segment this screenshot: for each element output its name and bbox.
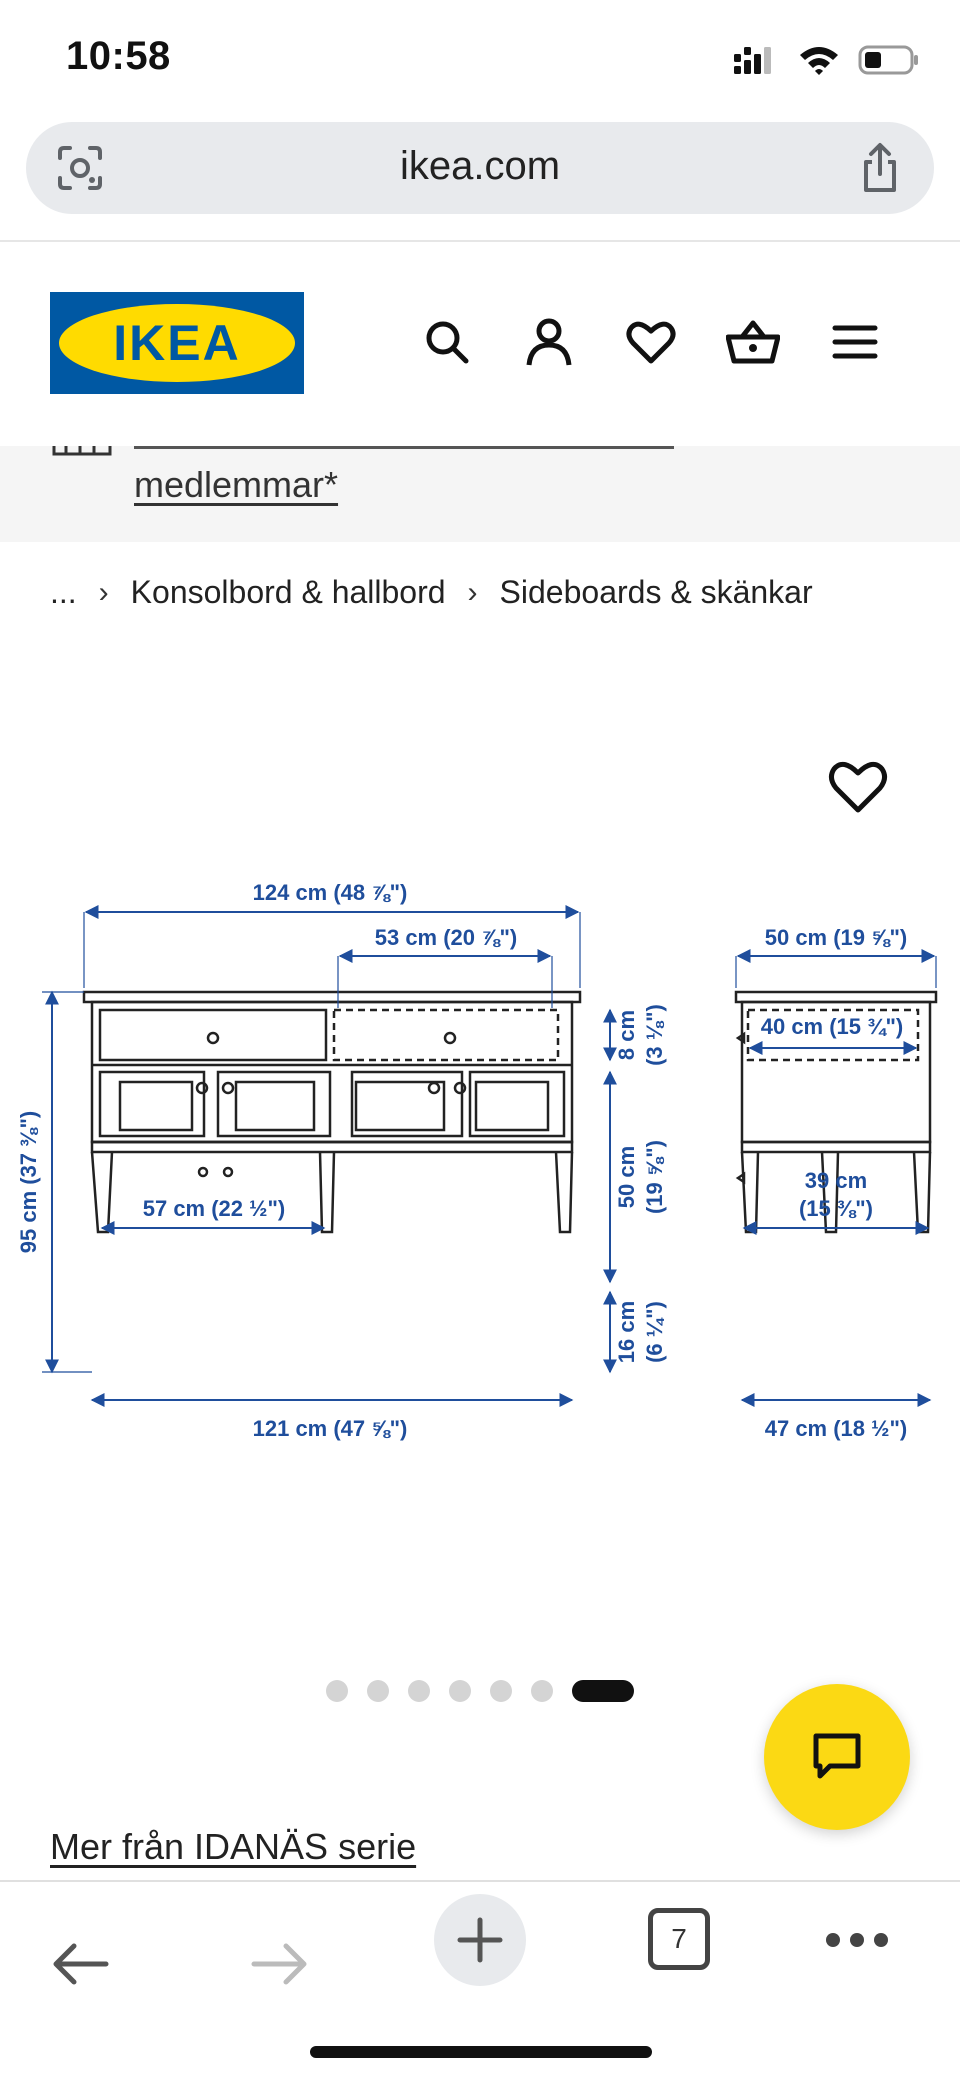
cart-button[interactable] [726,312,780,372]
status-bar [0,0,960,118]
battery-icon [858,44,920,76]
basket-icon [726,319,780,365]
dim-drawer-width: 53 cm (20 ⅞") [374,925,518,950]
menu-button[interactable] [828,312,882,372]
breadcrumb [50,574,813,611]
chat-button[interactable] [764,1684,910,1830]
favorites-button[interactable] [624,312,678,372]
plus-icon [456,1916,504,1964]
dim-inner-width: 57 cm (22 ½") [142,1196,286,1221]
wifi-icon [798,44,840,76]
dim-shelf-depth-cm: 39 cm [804,1168,868,1193]
dim-base-depth: 47 cm (18 ½") [764,1416,908,1441]
dim-leg-height-cm: 16 cm [614,1300,639,1364]
carousel-dot[interactable] [490,1680,512,1702]
status-icons [734,40,920,80]
dim-total-width: 124 cm (48 ⅞") [252,880,408,905]
carousel-dot[interactable] [531,1680,553,1702]
header-icons [420,312,882,372]
account-icon [526,317,572,367]
carousel-dot[interactable] [449,1680,471,1702]
dim-height: 95 cm (37 ⅜") [16,1110,41,1254]
ikea-logo[interactable] [50,292,304,394]
carousel-dot[interactable] [367,1680,389,1702]
search-icon [424,319,470,365]
image-carousel-dots [326,1680,634,1702]
dim-cabinet-height-in: (19 ⅝") [642,1139,667,1215]
menu-icon [832,324,878,360]
heart-icon [831,764,884,810]
dim-leg-height-in: (6 ¼") [642,1301,667,1363]
search-button[interactable] [420,312,474,372]
product-dimension-image[interactable] [0,860,960,1460]
chat-icon [810,1730,864,1784]
dim-base-width: 121 cm (47 ⅝") [252,1416,408,1441]
address-bar[interactable] [26,122,934,214]
dim-cabinet-height-cm: 50 cm [614,1145,639,1209]
logo-text: IKEA [113,315,241,371]
chevron-right-icon: › [467,575,478,609]
promo-underline [134,446,674,449]
promo-link[interactable]: medlemmar* [134,464,339,505]
breadcrumb-item[interactable]: Sideboards & skänkar [499,574,813,610]
browser-bottom-toolbar [0,1880,960,2079]
cellular-signal-icon [734,44,780,76]
dim-drawer-depth: 40 cm (15 ¾") [760,1014,904,1039]
new-tab-button[interactable] [434,1894,526,1986]
dim-shelf-depth-in: (15 ⅜") [798,1196,874,1221]
site-header [0,242,960,446]
heart-icon [626,319,676,365]
chevron-right-icon: › [98,575,109,609]
back-arrow-icon[interactable] [48,1932,112,1996]
more-options-icon[interactable] [826,1928,890,1952]
account-button[interactable] [522,312,576,372]
carousel-dot[interactable] [408,1680,430,1702]
share-icon[interactable] [852,140,908,196]
breadcrumb-item[interactable]: Konsolbord & hallbord [130,574,446,610]
status-time: 10:58 [66,34,171,78]
home-indicator [310,2046,652,2058]
breadcrumb-ellipsis[interactable]: ... [50,574,77,610]
url-text[interactable]: ikea.com [399,144,561,188]
add-to-favorites-button[interactable] [826,756,890,816]
member-promo-banner [0,446,960,542]
carousel-dot-active[interactable] [572,1680,634,1702]
tab-switcher-button[interactable]: 7 [648,1908,710,1970]
dim-top-depth: 50 cm (19 ⅝") [764,925,908,950]
carousel-dot[interactable] [326,1680,348,1702]
series-link[interactable]: Mer från IDANÄS serie [50,1826,417,1867]
forward-arrow-icon[interactable] [248,1932,312,1996]
dim-drawer-height-in: (3 ⅛") [642,1004,667,1066]
dim-drawer-height-cm: 8 cm [614,1009,639,1061]
member-icon [52,446,112,456]
